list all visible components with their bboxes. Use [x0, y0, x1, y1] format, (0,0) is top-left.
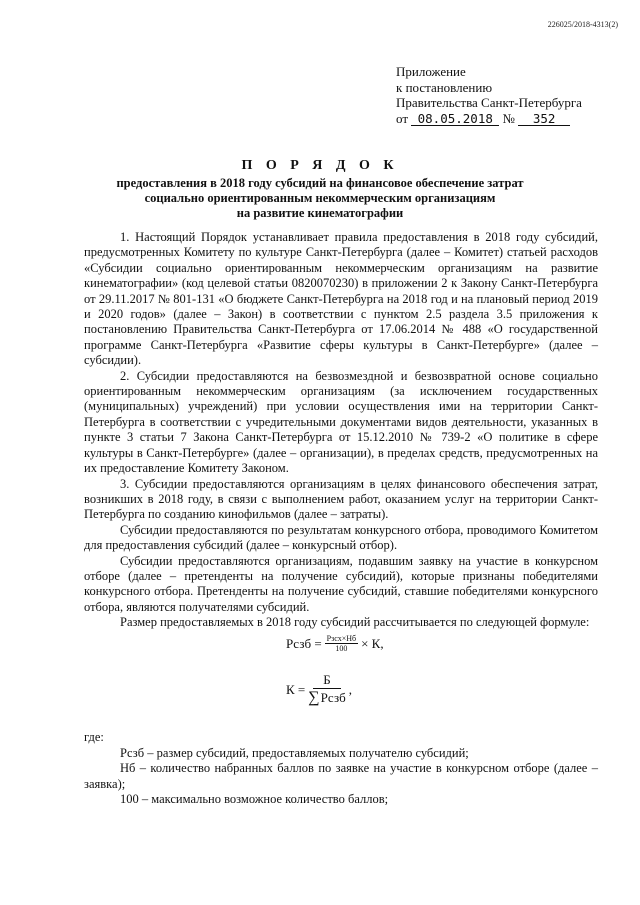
- definition-item: Рсзб – размер субсидий, предоставляемых получателю субсидий;: [120, 745, 469, 760]
- title-main: П О Р Я Д О К: [241, 158, 399, 173]
- definition-item: 100 – максимально возможное количество баллов;: [120, 792, 389, 807]
- formula2-lhs: К =: [286, 681, 306, 697]
- number-label: №: [502, 110, 515, 126]
- paragraph-5: Субсидии предоставляются организациям, подавшим заявку на участие в конкурсном отборе (далее – претенденты на получение субсидий), которые признаны победителями конкурсного отбора. Претенденты на получение субсидий, ставшие победителями конкурсного отбора, являются получателями субсидий.: [84, 553, 598, 614]
- title-line-2: социально ориентированным некоммерческим организациям: [144, 191, 496, 205]
- formula1-fraction: [325, 634, 358, 653]
- formula-coefficient: [286, 672, 352, 707]
- definitions-block: [84, 730, 598, 808]
- formula2-denominator-group: [308, 689, 345, 707]
- formula-subsidy-size: [286, 634, 384, 653]
- paragraph-1: 1. Настоящий Порядок устанавливает правила предоставления в 2018 году субсидий, предусмотренных Комитету по культуре Санкт-Петербурга (далее – Комитет) статьей расходов «Субсидии социально ориентированным некоммерческим организациям на развитие кинематографии» (код целевой статьи 0820070230) в приложении 2 к Закону Санкт-Петербурга от 29.11.2017 № 801-131 «О бюджете Санкт-Петербурга на 2018 год и на плановый период 2019 и 2020 годов» (далее – Закон) в соответствии с пунктом 2.5 раздела 3.5 приложения к постановлению Правительства Санкт-Петербурга от 17.06.2014 № 488 «О государственной программе Санкт-Петербурга «Развитие сферы культуры в Санкт-Петербурге» (далее – субсидии).: [84, 230, 598, 368]
- document-number: 226025/2018-4313(2): [547, 20, 618, 29]
- definition-item: Нб – количество набранных баллов по заявке на участие в конкурсном отборе (далее – заявка);: [84, 761, 598, 791]
- formula2-numerator: Б: [313, 672, 340, 689]
- sigma-symbol: ∑: [308, 689, 320, 706]
- paragraph-4: Субсидии предоставляются по результатам конкурсного отбора, проводимого Комитетом для предоставления субсидий (далее – конкурсный отбор).: [84, 522, 598, 553]
- approval-line-resolution: к постановлению: [396, 79, 493, 95]
- approval-date-line: [396, 111, 626, 127]
- approval-block: [396, 64, 626, 126]
- formula2-tail: ,: [348, 681, 352, 697]
- formula2-denominator: Рсзб: [320, 690, 346, 705]
- definitions-where: где:: [84, 730, 104, 744]
- document-body: [84, 230, 598, 631]
- approval-date: 08.05.2018: [411, 112, 499, 126]
- paragraph-3: 3. Субсидии предоставляются организациям в целях финансового обеспечения затрат, возникших в 2018 году, в связи с выполнением работ, оказанием услуг на территории Санкт-Петербурга по созданию кинофильмов (далее – затраты).: [84, 476, 598, 522]
- title-line-3: на развитие кинематографии: [236, 206, 404, 220]
- formula1-rhs: × К,: [361, 635, 384, 651]
- approval-number: 352: [518, 112, 570, 126]
- paragraph-6: Размер предоставляемых в 2018 году субсидий рассчитывается по следующей формуле:: [120, 615, 590, 630]
- paragraph-2: 2. Субсидии предоставляются на безвозмездной и безвозвратной основе социально ориентированным некоммерческим организациям (за исключением государственных (муниципальных) учреждений) при условии осуществления ими на территории Санкт-Петербурга в соответствии с учредительными документами видов деятельности, указанных в пункте 3 статьи 7 Закона Санкт-Петербурга от 15.12.2010 № 739-2 «О политике в сфере культуры в Санкт-Петербурге» (далее – организации), в пределах средств, предусмотренных на их предоставление Комитету Законом.: [84, 368, 598, 476]
- formula1-numerator: Рзсх×Нб: [326, 634, 357, 643]
- from-label: от: [396, 110, 409, 126]
- formula1-lhs: Рсзб =: [286, 635, 322, 651]
- formula1-denominator: 100: [335, 644, 348, 653]
- title-line-1: предоставления в 2018 году субсидий на финансовое обеспечение затрат: [116, 176, 524, 190]
- document-title: [0, 158, 640, 221]
- formula2-fraction: [308, 672, 345, 707]
- approval-line-government: Правительства Санкт-Петербурга: [396, 95, 582, 110]
- approval-line-appendix: Приложение: [396, 64, 466, 79]
